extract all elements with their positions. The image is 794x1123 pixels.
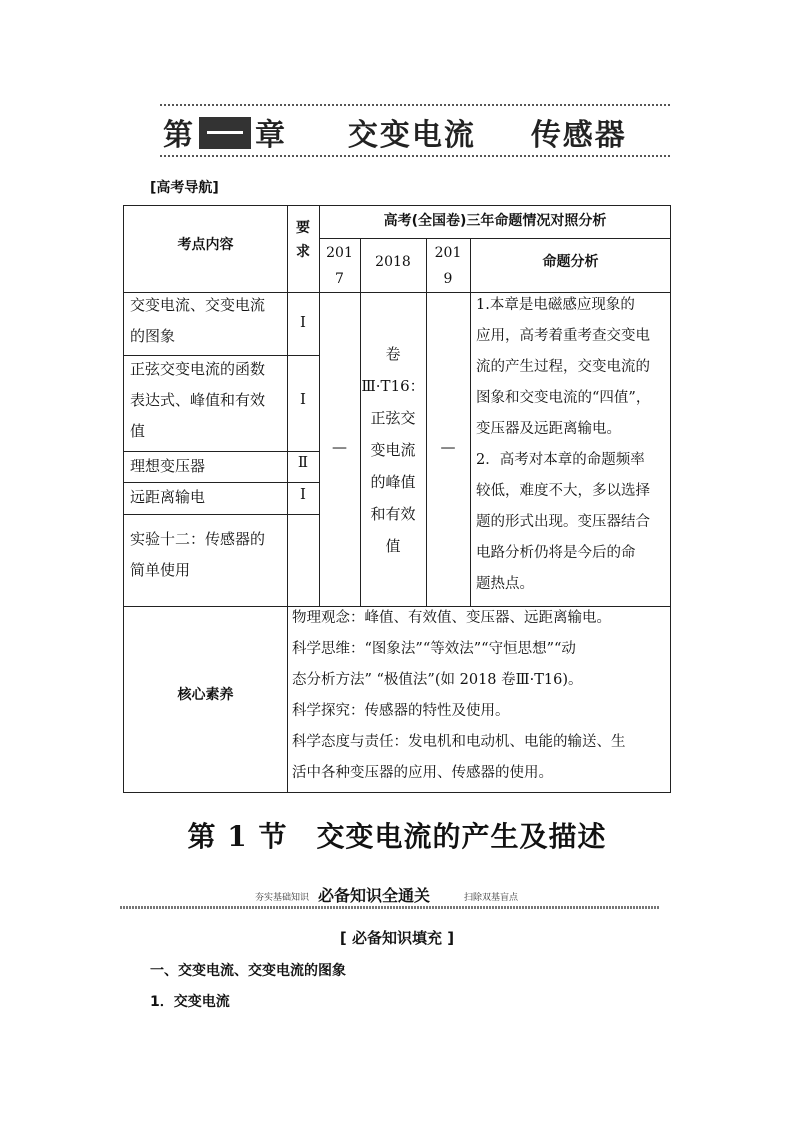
- y2018-line-1: 卷: [385, 345, 401, 363]
- core-line-3: 态分析方法” “极值法”(如 2018 卷Ⅲ·T16)。: [292, 672, 583, 688]
- year-2017-line2: 7: [335, 271, 344, 287]
- cell-2017-value: —: [332, 438, 347, 456]
- y2018-line-4: 变电流: [370, 441, 416, 459]
- header-analysis-group: 高考(全国卷)三年命题情况对照分析: [383, 213, 607, 229]
- banner-center-text: 必备知识全通关: [318, 886, 431, 905]
- row-req-1: Ⅰ: [300, 313, 306, 331]
- analysis-line-4: 图象和交变电流的“四值”，: [476, 390, 651, 406]
- row-topic-1: [130, 290, 285, 352]
- row-topic-5-line2: 简单使用: [130, 561, 191, 579]
- header-req-text: 要求: [296, 220, 310, 260]
- y2018-line-5: 的峰值: [370, 473, 416, 491]
- y2018-line-3: 正弦交: [370, 409, 416, 427]
- core-line-6: 活中各种变压器的应用、传感器的使用。: [292, 765, 553, 781]
- cell-2019-value: —: [440, 438, 456, 456]
- y2018-line-2: Ⅲ·T16：: [361, 377, 425, 395]
- y2018-line-7: 值: [385, 537, 401, 555]
- header-requirement: [287, 216, 319, 264]
- analysis-line-6: 2．高考对本章的命题频率: [476, 452, 645, 468]
- chapter-prefix: 第: [163, 118, 195, 153]
- row-req-4: Ⅰ: [300, 485, 306, 503]
- banner-left-text: 夯实基础知识: [255, 893, 310, 903]
- year-2017-line1: 201: [326, 245, 353, 261]
- row-topic-2-line1: 正弦交变电流的函数: [130, 360, 266, 378]
- header-top-dotted-rule: [160, 104, 670, 106]
- row-req-2: Ⅰ: [300, 390, 306, 408]
- header-topic: 考点内容: [177, 237, 234, 253]
- exam-guide-table: [123, 205, 671, 793]
- row-req-3: Ⅱ: [297, 453, 309, 471]
- core-label: 核心素养: [177, 687, 234, 703]
- row-topic-2: [130, 354, 285, 447]
- cell-analysis: [476, 290, 671, 600]
- analysis-line-3: 流的产生过程，交变电流的: [476, 359, 650, 375]
- analysis-line-7: 较低，难度不大，多以选择: [476, 483, 650, 499]
- row-topic-1-line1: 交变电流、交变电流: [130, 296, 266, 314]
- analysis-line-2: 应用，高考着重考查交变电: [476, 328, 650, 344]
- row-topic-4: 远距离输电: [130, 488, 206, 506]
- chapter-number-graphic: [199, 117, 251, 149]
- core-content: [292, 603, 670, 789]
- year-2019-line1: 201: [434, 245, 462, 261]
- core-line-4: 科学探究：传感器的特性及使用。: [292, 703, 510, 719]
- row-topic-5: [130, 524, 285, 586]
- header-year-2017: [319, 240, 360, 292]
- core-line-1: 物理观念：峰值、有效值、变压器、远距离输电。: [292, 610, 611, 626]
- row-topic-1-line2: 的图象: [130, 327, 176, 345]
- heading-2: 1．交变电流: [150, 994, 230, 1010]
- header-bottom-dotted-rule: [160, 155, 670, 157]
- banner-rule: [120, 906, 660, 909]
- chapter-title-a: 交变电流: [347, 118, 476, 153]
- chapter-title: [163, 110, 673, 154]
- row-topic-2-line2: 表达式、峰值和有效: [130, 391, 266, 409]
- row-topic-3: 理想变压器: [130, 457, 206, 475]
- analysis-line-10: 题热点。: [476, 576, 534, 592]
- core-line-2: 科学思维：“图象法”“等效法”“守恒思想”“动: [292, 641, 576, 657]
- analysis-line-1: 1.本章是电磁感应现象的: [476, 297, 635, 313]
- header-year-2019: [426, 240, 470, 292]
- header-year-2018: 2018: [375, 254, 411, 270]
- row-topic-2-line3: 值: [130, 422, 146, 440]
- cell-2018-value: [360, 338, 426, 562]
- analysis-line-5: 变压器及远距离输电。: [476, 421, 621, 437]
- heading-1: 一、交变电流、交变电流的图象: [150, 963, 346, 979]
- fill-section-title: [ 必备知识填充 ]: [339, 929, 455, 947]
- header-analysis: 命题分析: [542, 254, 599, 270]
- guide-label: [高考导航]: [150, 180, 219, 196]
- y2018-line-6: 和有效: [370, 505, 416, 523]
- year-2019-line2: 9: [443, 271, 453, 287]
- analysis-line-9: 电路分析仍将是今后的命: [476, 545, 636, 561]
- banner-right-text: 扫除双基盲点: [464, 893, 519, 903]
- section-title: 第 1 节 交变电流的产生及描述: [187, 820, 607, 853]
- chapter-suffix: 章: [255, 118, 287, 153]
- analysis-line-8: 题的形式出现。变压器结合: [476, 514, 650, 530]
- chapter-title-b: 传感器: [530, 118, 627, 153]
- core-line-5: 科学态度与责任：发电机和电动机、电能的输送、生: [292, 734, 626, 750]
- row-topic-5-line1: 实验十二：传感器的: [130, 530, 266, 548]
